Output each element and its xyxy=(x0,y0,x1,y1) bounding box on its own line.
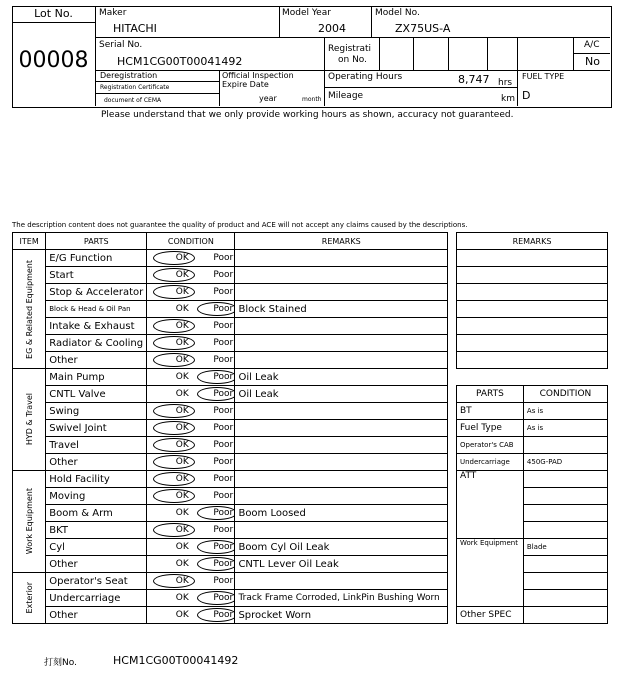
right-remarks-line xyxy=(457,267,608,284)
maker-label: Maker xyxy=(99,8,127,18)
part-name: Start xyxy=(46,267,147,284)
parts-header: PARTS xyxy=(46,233,147,250)
table-row xyxy=(13,539,448,556)
part-name: Block & Head & Oil Pan xyxy=(46,301,147,318)
remarks-cell: CNTL Lever Oil Leak xyxy=(235,556,448,573)
vline-modelno xyxy=(371,6,372,37)
table-row xyxy=(13,607,448,624)
vline-reg-3 xyxy=(448,37,449,70)
poor-option: Poor xyxy=(213,355,234,365)
condition-cell xyxy=(147,437,235,454)
remarks-cell xyxy=(235,471,448,488)
model-no-value: ZX75US-A xyxy=(395,22,451,35)
att-line xyxy=(523,471,607,488)
item-group-label: HYD & Travel xyxy=(24,393,34,446)
remarks-header: REMARKS xyxy=(235,233,448,250)
year-label: year xyxy=(259,94,277,103)
remarks-cell xyxy=(235,250,448,267)
condition-cell xyxy=(147,250,235,267)
condition-cell xyxy=(147,352,235,369)
model-year-value: 2004 xyxy=(318,22,346,35)
remarks-cell xyxy=(235,318,448,335)
ok-option: OK xyxy=(175,270,189,280)
work-equipment-label: Work Equipment xyxy=(457,539,524,607)
poor-option: Poor xyxy=(213,593,234,603)
part-name: Operator's Seat xyxy=(46,573,147,590)
remarks-cell xyxy=(235,403,448,420)
inspection-label-1: Official Inspection xyxy=(222,71,294,80)
poor-option: Poor xyxy=(213,440,234,450)
att-line xyxy=(523,488,607,505)
poor-option: Poor xyxy=(213,270,234,280)
model-year-label: Model Year xyxy=(282,8,331,18)
ok-option: OK xyxy=(175,338,189,348)
table-row xyxy=(13,505,448,522)
ok-option: OK xyxy=(175,491,189,501)
remarks-cell xyxy=(235,573,448,590)
att-label: ATT xyxy=(457,471,524,539)
condition-cell xyxy=(147,454,235,471)
poor-option: Poor xyxy=(213,491,234,501)
work-line xyxy=(523,573,607,590)
part-name: Moving xyxy=(46,488,147,505)
op-hours-value: 8,747 xyxy=(458,73,490,86)
vline-reg xyxy=(324,37,325,106)
condition-table-body xyxy=(13,250,448,624)
spec-condition-header: CONDITION xyxy=(523,386,607,403)
undercarriage-value: 450G-PAD xyxy=(523,454,607,471)
table-row xyxy=(13,250,448,267)
poor-option: Poor xyxy=(213,508,234,518)
stamp-no-label: 打刻No. xyxy=(44,658,77,668)
poor-option: Poor xyxy=(213,406,234,416)
ok-option: OK xyxy=(175,440,189,450)
ok-option: OK xyxy=(175,559,189,569)
remarks-cell xyxy=(235,420,448,437)
poor-option: Poor xyxy=(213,610,234,620)
condition-cell xyxy=(147,420,235,437)
poor-option: Poor xyxy=(213,423,234,433)
vline-reg-5 xyxy=(517,37,518,106)
ok-option: OK xyxy=(175,525,189,535)
fuel-type-value: D xyxy=(522,89,531,102)
ok-option: OK xyxy=(175,253,189,263)
right-remarks-line xyxy=(457,284,608,301)
condition-cell xyxy=(147,369,235,386)
part-name: Other xyxy=(46,454,147,471)
item-header: ITEM xyxy=(13,233,46,250)
table-row xyxy=(13,573,448,590)
ac-divider xyxy=(573,53,610,54)
poor-option: Poor xyxy=(213,372,234,382)
ok-option: OK xyxy=(175,406,189,416)
right-remarks-line xyxy=(457,335,608,352)
part-name: Intake & Exhaust xyxy=(46,318,147,335)
part-name: Other xyxy=(46,556,147,573)
vline-modelyear xyxy=(279,6,280,37)
condition-table-header xyxy=(13,233,448,250)
maker-value: HITACHI xyxy=(113,22,157,35)
disclaimer: The description content does not guarantee the quality of product and ACE will not accept any claims caused by the descriptions. xyxy=(12,221,468,229)
condition-cell xyxy=(147,522,235,539)
poor-option: Poor xyxy=(213,338,234,348)
bt-value: As is xyxy=(523,403,607,420)
ok-option: OK xyxy=(175,389,189,399)
poor-option: Poor xyxy=(213,304,234,314)
poor-option: Poor xyxy=(213,253,234,263)
ok-option: OK xyxy=(175,355,189,365)
condition-cell xyxy=(147,556,235,573)
cema-label: document of CEMA xyxy=(104,97,162,104)
mileage-label: Mileage xyxy=(328,91,364,101)
ac-value: No xyxy=(585,55,600,68)
condition-cell xyxy=(147,539,235,556)
part-name: Swing xyxy=(46,403,147,420)
part-name: Swivel Joint xyxy=(46,420,147,437)
cab-label: Operator's CAB xyxy=(457,437,524,454)
vline-reg-1 xyxy=(379,37,380,70)
table-row xyxy=(13,386,448,403)
ok-option: OK xyxy=(175,321,189,331)
table-row xyxy=(13,369,448,386)
remarks-cell xyxy=(235,335,448,352)
ok-option: OK xyxy=(175,508,189,518)
right-remarks-line xyxy=(457,301,608,318)
serial-value: HCM1CG00T00041492 xyxy=(117,55,243,68)
item-group-cell xyxy=(13,573,46,624)
table-row xyxy=(13,335,448,352)
registration-label-2: on No. xyxy=(338,55,368,65)
lot-number: 00008 xyxy=(18,48,89,73)
part-name: CNTL Valve xyxy=(46,386,147,403)
ok-option: OK xyxy=(175,593,189,603)
item-group-label: Work Equipment xyxy=(24,488,34,555)
poor-option: Poor xyxy=(213,559,234,569)
remarks-cell xyxy=(235,437,448,454)
km-unit: km xyxy=(501,94,515,104)
condition-cell xyxy=(147,301,235,318)
condition-cell xyxy=(147,386,235,403)
table-row xyxy=(13,403,448,420)
inspection-label-2: Expire Date xyxy=(222,80,269,89)
month-label: month xyxy=(302,96,322,103)
table-row xyxy=(13,437,448,454)
remarks-cell xyxy=(235,488,448,505)
table-row xyxy=(13,471,448,488)
poor-option: Poor xyxy=(213,525,234,535)
part-name: E/G Function xyxy=(46,250,147,267)
other-spec-label: Other SPEC xyxy=(457,607,524,624)
condition-cell xyxy=(147,267,235,284)
table-row xyxy=(13,454,448,471)
lot-label-cell xyxy=(12,6,95,23)
poor-option: Poor xyxy=(213,287,234,297)
ac-label: A/C xyxy=(584,40,600,50)
remarks-cell xyxy=(235,352,448,369)
remarks-cell xyxy=(235,522,448,539)
lot-label: Lot No. xyxy=(34,7,73,20)
remarks-cell xyxy=(235,267,448,284)
undercarriage-label: Undercarriage xyxy=(457,454,524,471)
att-line xyxy=(523,505,607,522)
remarks-cell: Track Frame Corroded, LinkPin Bushing Worn xyxy=(235,590,448,607)
vline-dereg xyxy=(219,70,220,106)
remarks-cell: Oil Leak xyxy=(235,369,448,386)
condition-cell xyxy=(147,335,235,352)
condition-table xyxy=(12,232,448,624)
bt-label: BT xyxy=(457,403,524,420)
model-no-label: Model No. xyxy=(375,8,420,18)
spec-parts-header: PARTS xyxy=(457,386,524,403)
fuel-value: As is xyxy=(523,420,607,437)
dereg-label: Deregistration xyxy=(100,71,158,80)
op-hours-label: Operating Hours xyxy=(328,72,403,82)
ok-option: OK xyxy=(175,287,189,297)
vline-reg-2 xyxy=(413,37,414,70)
remarks-cell: Block Stained xyxy=(235,301,448,318)
att-line xyxy=(523,522,607,539)
part-name: Travel xyxy=(46,437,147,454)
ophours-divider xyxy=(324,87,517,88)
item-group-cell xyxy=(13,250,46,369)
dereg-line-1 xyxy=(95,81,219,82)
registration-label-1: Registrati xyxy=(328,44,372,54)
right-remarks-line xyxy=(457,318,608,335)
ok-option: OK xyxy=(175,474,189,484)
reg-cert-label: Registration Certificate xyxy=(100,84,170,91)
dereg-line-2 xyxy=(95,93,219,94)
work-equipment-value: Blade xyxy=(523,539,607,556)
table-row xyxy=(13,352,448,369)
table-row xyxy=(13,556,448,573)
part-name: BKT xyxy=(46,522,147,539)
serial-label: Serial No. xyxy=(99,40,143,50)
condition-cell xyxy=(147,471,235,488)
hours-notice: Please understand that we only provide working hours as shown, accuracy not guaranteed. xyxy=(101,110,514,120)
right-remarks-header: REMARKS xyxy=(457,233,608,250)
table-row xyxy=(13,522,448,539)
table-row xyxy=(13,267,448,284)
table-row xyxy=(13,318,448,335)
condition-cell xyxy=(147,505,235,522)
condition-cell xyxy=(147,590,235,607)
item-group-cell xyxy=(13,471,46,573)
poor-option: Poor xyxy=(213,457,234,467)
fuel-label: Fuel Type xyxy=(457,420,524,437)
work-line xyxy=(523,590,607,607)
item-group-label: EG & Related Equipment xyxy=(24,259,34,359)
item-group-cell xyxy=(13,369,46,471)
ok-option: OK xyxy=(175,610,189,620)
condition-cell xyxy=(147,284,235,301)
table-row xyxy=(13,284,448,301)
ok-option: OK xyxy=(175,304,189,314)
remarks-cell: Sprocket Worn xyxy=(235,607,448,624)
poor-option: Poor xyxy=(213,321,234,331)
condition-cell xyxy=(147,488,235,505)
part-name: Stop & Accelerator xyxy=(46,284,147,301)
header-divider-1 xyxy=(95,37,610,38)
remarks-cell: Boom Cyl Oil Leak xyxy=(235,539,448,556)
table-row xyxy=(13,590,448,607)
condition-cell xyxy=(147,318,235,335)
remarks-cell xyxy=(235,454,448,471)
condition-cell xyxy=(147,403,235,420)
part-name: Undercarriage xyxy=(46,590,147,607)
part-name: Hold Facility xyxy=(46,471,147,488)
part-name: Cyl xyxy=(46,539,147,556)
right-remarks-line xyxy=(457,250,608,267)
remarks-cell: Boom Loosed xyxy=(235,505,448,522)
poor-option: Poor xyxy=(213,389,234,399)
spec-table xyxy=(456,385,608,624)
right-remarks-line xyxy=(457,352,608,369)
part-name: Radiator & Cooling xyxy=(46,335,147,352)
poor-option: Poor xyxy=(213,474,234,484)
item-group-label: Exterior xyxy=(24,582,34,614)
fuel-type-label: FUEL TYPE xyxy=(522,72,565,81)
hrs-unit: hrs xyxy=(498,78,513,88)
remarks-cell: Oil Leak xyxy=(235,386,448,403)
table-row xyxy=(13,488,448,505)
stamp-no-value: HCM1CG00T00041492 xyxy=(113,654,239,667)
condition-cell xyxy=(147,573,235,590)
condition-cell xyxy=(147,607,235,624)
table-row xyxy=(13,301,448,318)
ok-option: OK xyxy=(175,372,189,382)
part-name: Other xyxy=(46,352,147,369)
poor-option: Poor xyxy=(213,576,234,586)
right-remarks-table xyxy=(456,232,608,369)
condition-header: CONDITION xyxy=(147,233,235,250)
cab-value xyxy=(523,437,607,454)
ok-option: OK xyxy=(175,576,189,586)
vline-reg-4 xyxy=(487,37,488,70)
other-spec-value xyxy=(523,607,607,624)
poor-option: Poor xyxy=(213,542,234,552)
remarks-cell xyxy=(235,284,448,301)
ok-option: OK xyxy=(175,423,189,433)
work-line xyxy=(523,556,607,573)
part-name: Boom & Arm xyxy=(46,505,147,522)
table-row xyxy=(13,420,448,437)
part-name: Main Pump xyxy=(46,369,147,386)
ok-option: OK xyxy=(175,542,189,552)
ok-option: OK xyxy=(175,457,189,467)
part-name: Other xyxy=(46,607,147,624)
